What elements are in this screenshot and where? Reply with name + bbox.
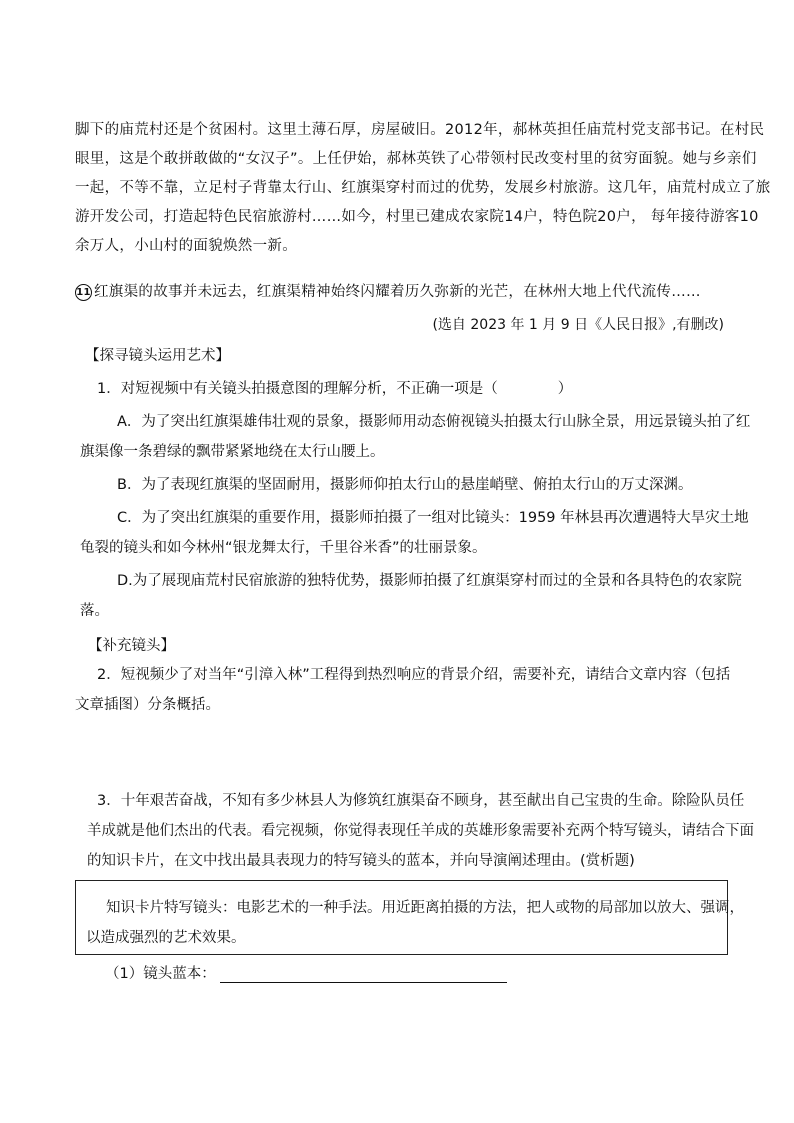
- question-3: [72, 786, 754, 876]
- option-d-cont: 落。: [80, 603, 109, 619]
- knowledge-card-text-cont: 以造成强烈的艺术效果。: [86, 930, 246, 946]
- option-a: A．为了突出红旗渠雄伟壮观的景象，摄影师用动态俯视镜头拍摄太行山脉全景，用远景镜头拍了红: [117, 414, 751, 430]
- passage-line: 游开发公司，打造起特色民宿旅游村……如今，村里已建成农家院14户，特色院20户， 每年接待游客10: [75, 209, 759, 225]
- passage-line: 眼里，这是个敢拼敢做的“女汉子”。上任伊始，郝林英铁了心带领村民改变村里的贫穷面貌。她与乡亲们: [75, 151, 757, 167]
- question-stem: 3．十年艰苦奋战，不知有多少林县人为修筑红旗渠奋不顾身，甚至献出自己宝贵的生命。除险队员任: [97, 793, 745, 809]
- question-stem-cont: 文章插图）分条概括。: [75, 697, 220, 713]
- question-stem: 2．短视频少了对当年“引漳入林”工程得到热烈响应的背景介绍，需要补充，请结合文章内容（包括: [97, 667, 731, 683]
- option-c-cont: 龟裂的镜头和如今林州“银龙舞太行，千里谷米香”的壮丽景象。: [80, 540, 487, 556]
- passage-paragraph-11: [75, 278, 725, 307]
- passage-line: 余万人，小山村的面貌焕然一新。: [75, 238, 297, 254]
- option-c: C．为了突出红旗渠的重要作用，摄影师拍摄了一组对比镜头：1959 年林县再次遭遇特大旱灾土地: [117, 510, 749, 526]
- knowledge-card-text: 知识卡片特写镜头：电影艺术的一种手法。用近距离拍摄的方法，把人或物的局部加以放大、强调，: [106, 900, 744, 916]
- question-stem-cont: 的知识卡片，在文中找出最具表现力的特写镜头的蓝本，并向导演阐述理由。(赏析题): [87, 853, 635, 869]
- section-heading: 【探寻镜头运用艺术】: [85, 348, 230, 364]
- passage-line: 一起，不等不靠，立足村子背靠太行山、红旗渠穿村而过的优势，发展乡村旅游。这几年，庙荒村成立了旅: [75, 180, 771, 196]
- paragraph-number-badge: 11: [75, 284, 92, 301]
- paragraph-text: 红旗渠的故事并未远去，红旗渠精神始终闪耀着历久弥新的光芒，在林州大地上代代流传……: [94, 284, 701, 300]
- knowledge-card: [75, 880, 744, 955]
- passage-line: 脚下的庙荒村还是个贫困村。这里土薄石厚，房屋破旧。2012年，郝林英担任庙荒村党支部书记。在村民: [75, 122, 765, 138]
- option-d: D.为了展现庙荒村民宿旅游的独特优势，摄影师拍摄了红旗渠穿村而过的全景和各具特色的农家院: [117, 573, 742, 589]
- question-stem: 1．对短视频中有关镜头拍摄意图的理解分析，不正确一项是（: [97, 381, 498, 397]
- option-b: B．为了表现红旗渠的坚固耐用，摄影师仰拍太行山的悬崖峭壁、俯拍太行山的万丈深渊。: [117, 477, 693, 493]
- question-2: [72, 660, 732, 720]
- answer-blank-line[interactable]: [220, 968, 507, 983]
- question-1: [72, 374, 751, 626]
- question-paren-close: ）: [557, 381, 573, 397]
- passage-paragraph: [75, 116, 771, 261]
- section-heading: 【补充镜头】: [88, 638, 175, 654]
- option-a-cont: 旗渠像一条碧绿的飘带紧紧地绕在太行山腰上。: [80, 444, 385, 460]
- question-stem-cont: 羊成就是他们杰出的代表。看完视频，你觉得表现任羊成的英雄形象需要补充两个特写镜头，请结合下面: [87, 823, 754, 839]
- answer-line: [105, 962, 507, 983]
- source-citation: (选自 2023 年 1 月 9 日《人民日报》,有删改): [432, 317, 724, 333]
- answer-label: （1）镜头蓝本：: [105, 966, 216, 982]
